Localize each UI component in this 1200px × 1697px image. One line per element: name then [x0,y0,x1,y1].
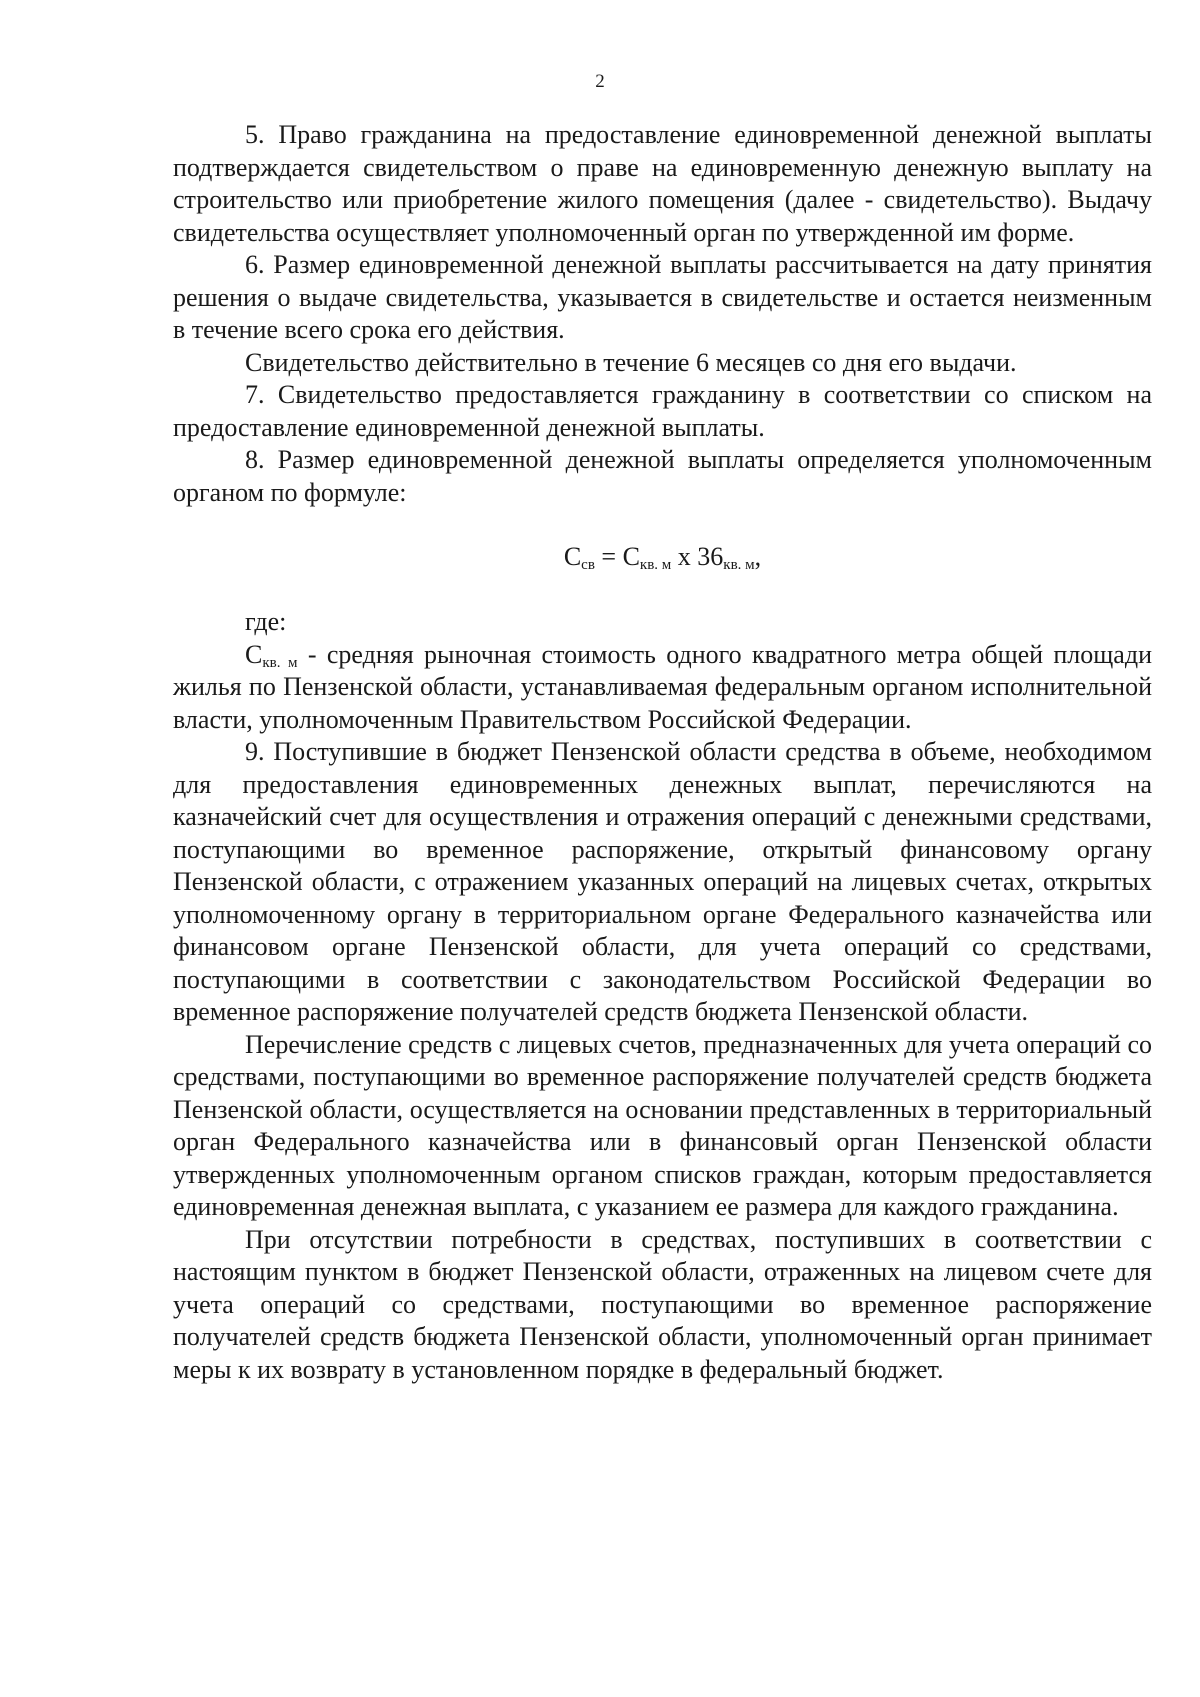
formula-times: х [671,542,698,571]
formula-definition [173,639,1152,737]
formula-area: 36 [697,542,724,571]
formula-equals: = [594,542,623,571]
definition-symbol-subscript: кв. м [262,654,298,671]
page-number: 2 [595,71,605,92]
paragraph-9: 9. Поступившие в бюджет Пензенской области средства в объеме, необходимом для предоставления единовременных денежных выплат, перечисляются на казначейский счет для осуществления и отражения операций с денежными средствами, поступающими во временное распоряжение, открытый финансовому органу Пензенской области, с отражением указанных операций на лицевых счетах, открытых уполномоченному органу в территориальном органе Федерального казначейства или финансовом органе Пензенской области, для учета операций со средствами, поступающими в соответствии с законодательством Российской Федерации во временное распоряжение получателей средств бюджета Пензенской области. [173,737,1152,1026]
formula-price-symbol: С [622,542,640,571]
paragraph-9-return: При отсутствии потребности в средствах, поступивших в соответствии с настоящим пунктом в бюджет Пензенской области, отраженных на лицевом счете для учета операций со средствами, поступающими во временное распоряжение получателей средств бюджета Пензенской области, уполномоченный орган принимает меры к их возврату в установленном порядке в федеральный бюджет. [173,1224,1152,1384]
formula-tail: , [754,542,762,571]
formula-area-subscript: кв. м [723,557,755,573]
paragraph-9-transfer: Перечисление средств с лицевых счетов, предназначенных для учета операций со средствами, поступающими во временное распоряжение получателей средств бюджета Пензенской области, осуществляется на основании представленных в территориальный орган Федерального казначейства или в финансовый орган Пензенской области утвержденных уполномоченным органом списков граждан, которым предоставляется единовременная денежная выплата, с указанием ее размера для каждого гражданина. [173,1029,1152,1221]
paragraph-6-validity: Свидетельство действительно в течение 6 месяцев со дня его выдачи. [245,347,1017,377]
paragraph-8: 8. Размер единовременной денежной выплаты определяется уполномоченным органом по формуле: [173,445,1152,507]
formula-lhs: С [563,542,582,571]
formula-lhs-subscript: св [581,557,595,573]
formula-price-subscript: кв. м [639,557,672,573]
definition-term [245,640,298,669]
paragraph-7: 7. Свидетельство предоставляется гражданину в соответствии со списком на предоставление единовременной денежной выплаты. [173,380,1152,442]
payment-formula [173,509,1152,606]
document-body [173,119,1152,1386]
paragraph-5: 5. Право гражданина на предоставление единовременной денежной выплаты подтверждается свидетельством о праве на единовременную денежную выплату на строительство или приобретение жилого помещения (далее - свидетельство). Выдачу свидетельства осуществляет уполномоченный орган по утвержденной им форме. [173,120,1152,247]
formula-where-label: где: [245,607,287,636]
definition-text: - средняя рыночная стоимость одного квадратного метра общей площади жилья по Пензенской области, устанавливаемая федеральным органом исполнительной власти, уполномоченным Правительством Российской Федерации. [173,639,1152,734]
paragraph-6: 6. Размер единовременной денежной выплаты рассчитывается на дату принятия решения о выдаче свидетельства, указывается в свидетельстве и остается неизменным в течение всего срока его действия. [173,250,1152,344]
definition-symbol: С [245,639,263,669]
